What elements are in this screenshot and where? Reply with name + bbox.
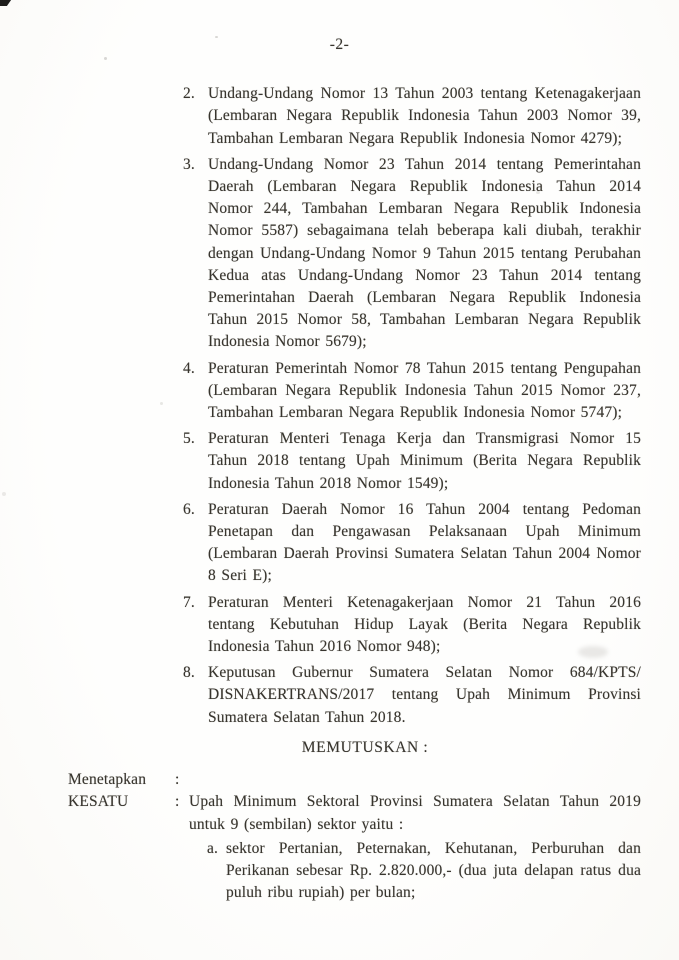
kesatu-row	[68, 791, 641, 835]
consideration-item-2	[183, 83, 641, 150]
menetapkan-label: Menetapkan	[68, 771, 147, 789]
scan-speck	[160, 402, 163, 405]
menetapkan-row	[68, 769, 641, 791]
item-number: 3.	[183, 155, 195, 173]
consideration-item-6	[183, 499, 641, 588]
kesatu-label: KESATU	[68, 793, 129, 811]
item-text: Undang-Undang Nomor 13 Tahun 2003 tentang Ketenagakerjaan (Lembaran Negara Republik Indonesia Tahun 2003 Nomor 39, Tambahan Lembaran Negara Republik Indonesia Nomor 4279);	[208, 85, 641, 147]
sector-text: sektor Pertanian, Peternakan, Kehutanan, Perburuhan dan Perikanan sebesar Rp. 2.820.000,- (dua juta delapan ratus dua puluh ribu rupiah) per bulan;	[226, 839, 641, 902]
sector-letter: a.	[207, 839, 219, 857]
consideration-item-3	[183, 154, 641, 354]
scan-speck	[536, 191, 540, 194]
memutuskan-heading: MEMUTUSKAN :	[301, 738, 429, 756]
kesatu-text: Upah Minimum Sektoral Provinsi Sumatera Selatan Tahun 2019 untuk 9 (sembilan) sektor yaitu :	[189, 793, 641, 833]
consideration-item-5	[183, 428, 641, 495]
item-text: Keputusan Gubernur Sumatera Selatan Nomor 684/KPTS/ DISNAKERTRANS/2017 tentang Upah Minimum Provinsi Sumatera Selatan Tahun 2018.	[208, 664, 641, 726]
item-number: 4.	[183, 359, 195, 377]
page-number: -2-	[329, 36, 350, 53]
menetapkan-text	[189, 769, 641, 791]
item-number: 8.	[183, 664, 195, 682]
menetapkan-colon: :	[175, 771, 180, 789]
item-number: 7.	[183, 593, 195, 611]
item-text: Peraturan Menteri Ketenagakerjaan Nomor 21 Tahun 2016 tentang Kebutuhan Hidup Layak (Berita Negara Republik Indonesia Tahun 2016 Nomor 948);	[208, 593, 641, 656]
scan-speck	[2, 492, 6, 496]
considerations-list	[183, 83, 641, 729]
scan-speck	[215, 36, 218, 38]
item-number: 2.	[183, 85, 195, 103]
item-number: 5.	[183, 430, 195, 448]
item-text: Undang-Undang Nomor 23 Tahun 2014 tentang Pemerintahan Daerah (Lembaran Negara Republik Indonesia Tahun 2014 Nomor 244, Tambahan Lembaran Negara Republik Indonesia Nomor 5587) sebagaimana telah beberapa kali diubah, terakhir dengan Undang-Undang Nomor 9 Tahun 2015 tentang Perubahan Kedua atas Undang-Undang Nomor 23 Tahun 2014 tentang Pemerintahan Daerah (Lembaran Negara Republik Indonesia Tahun 2015 Nomor 58, Tambahan Lembaran Negara Republik Indonesia Nomor 5679);	[208, 155, 641, 351]
item-number: 6.	[183, 500, 195, 518]
kesatu-colon: :	[175, 793, 180, 811]
scan-smudge	[578, 646, 608, 658]
consideration-item-8	[183, 662, 641, 729]
consideration-item-4	[183, 358, 641, 425]
item-text: Peraturan Pemerintah Nomor 78 Tahun 2015 tentang Pengupahan (Lembaran Negara Republik Indonesia Tahun 2015 Nomor 237, Tambahan Lembaran Negara Republik Indonesia Nomor 5747);	[208, 359, 641, 422]
item-text: Peraturan Daerah Nomor 16 Tahun 2004 tentang Pedoman Penetapan dan Pengawasan Pelaksanaan Upah Minimum (Lembaran Daerah Provinsi Sumatera Selatan Tahun 2004 Nomor 8 Seri E);	[208, 500, 641, 585]
scan-speck	[104, 57, 107, 60]
item-text: Peraturan Menteri Tenaga Kerja dan Transmigrasi Nomor 15 Tahun 2018 tentang Upah Minimum (Berita Negara Republik Indonesia Tahun 2018 Nomor 1549);	[208, 430, 641, 492]
consideration-item-7	[183, 592, 641, 659]
sector-item-a	[207, 838, 641, 905]
